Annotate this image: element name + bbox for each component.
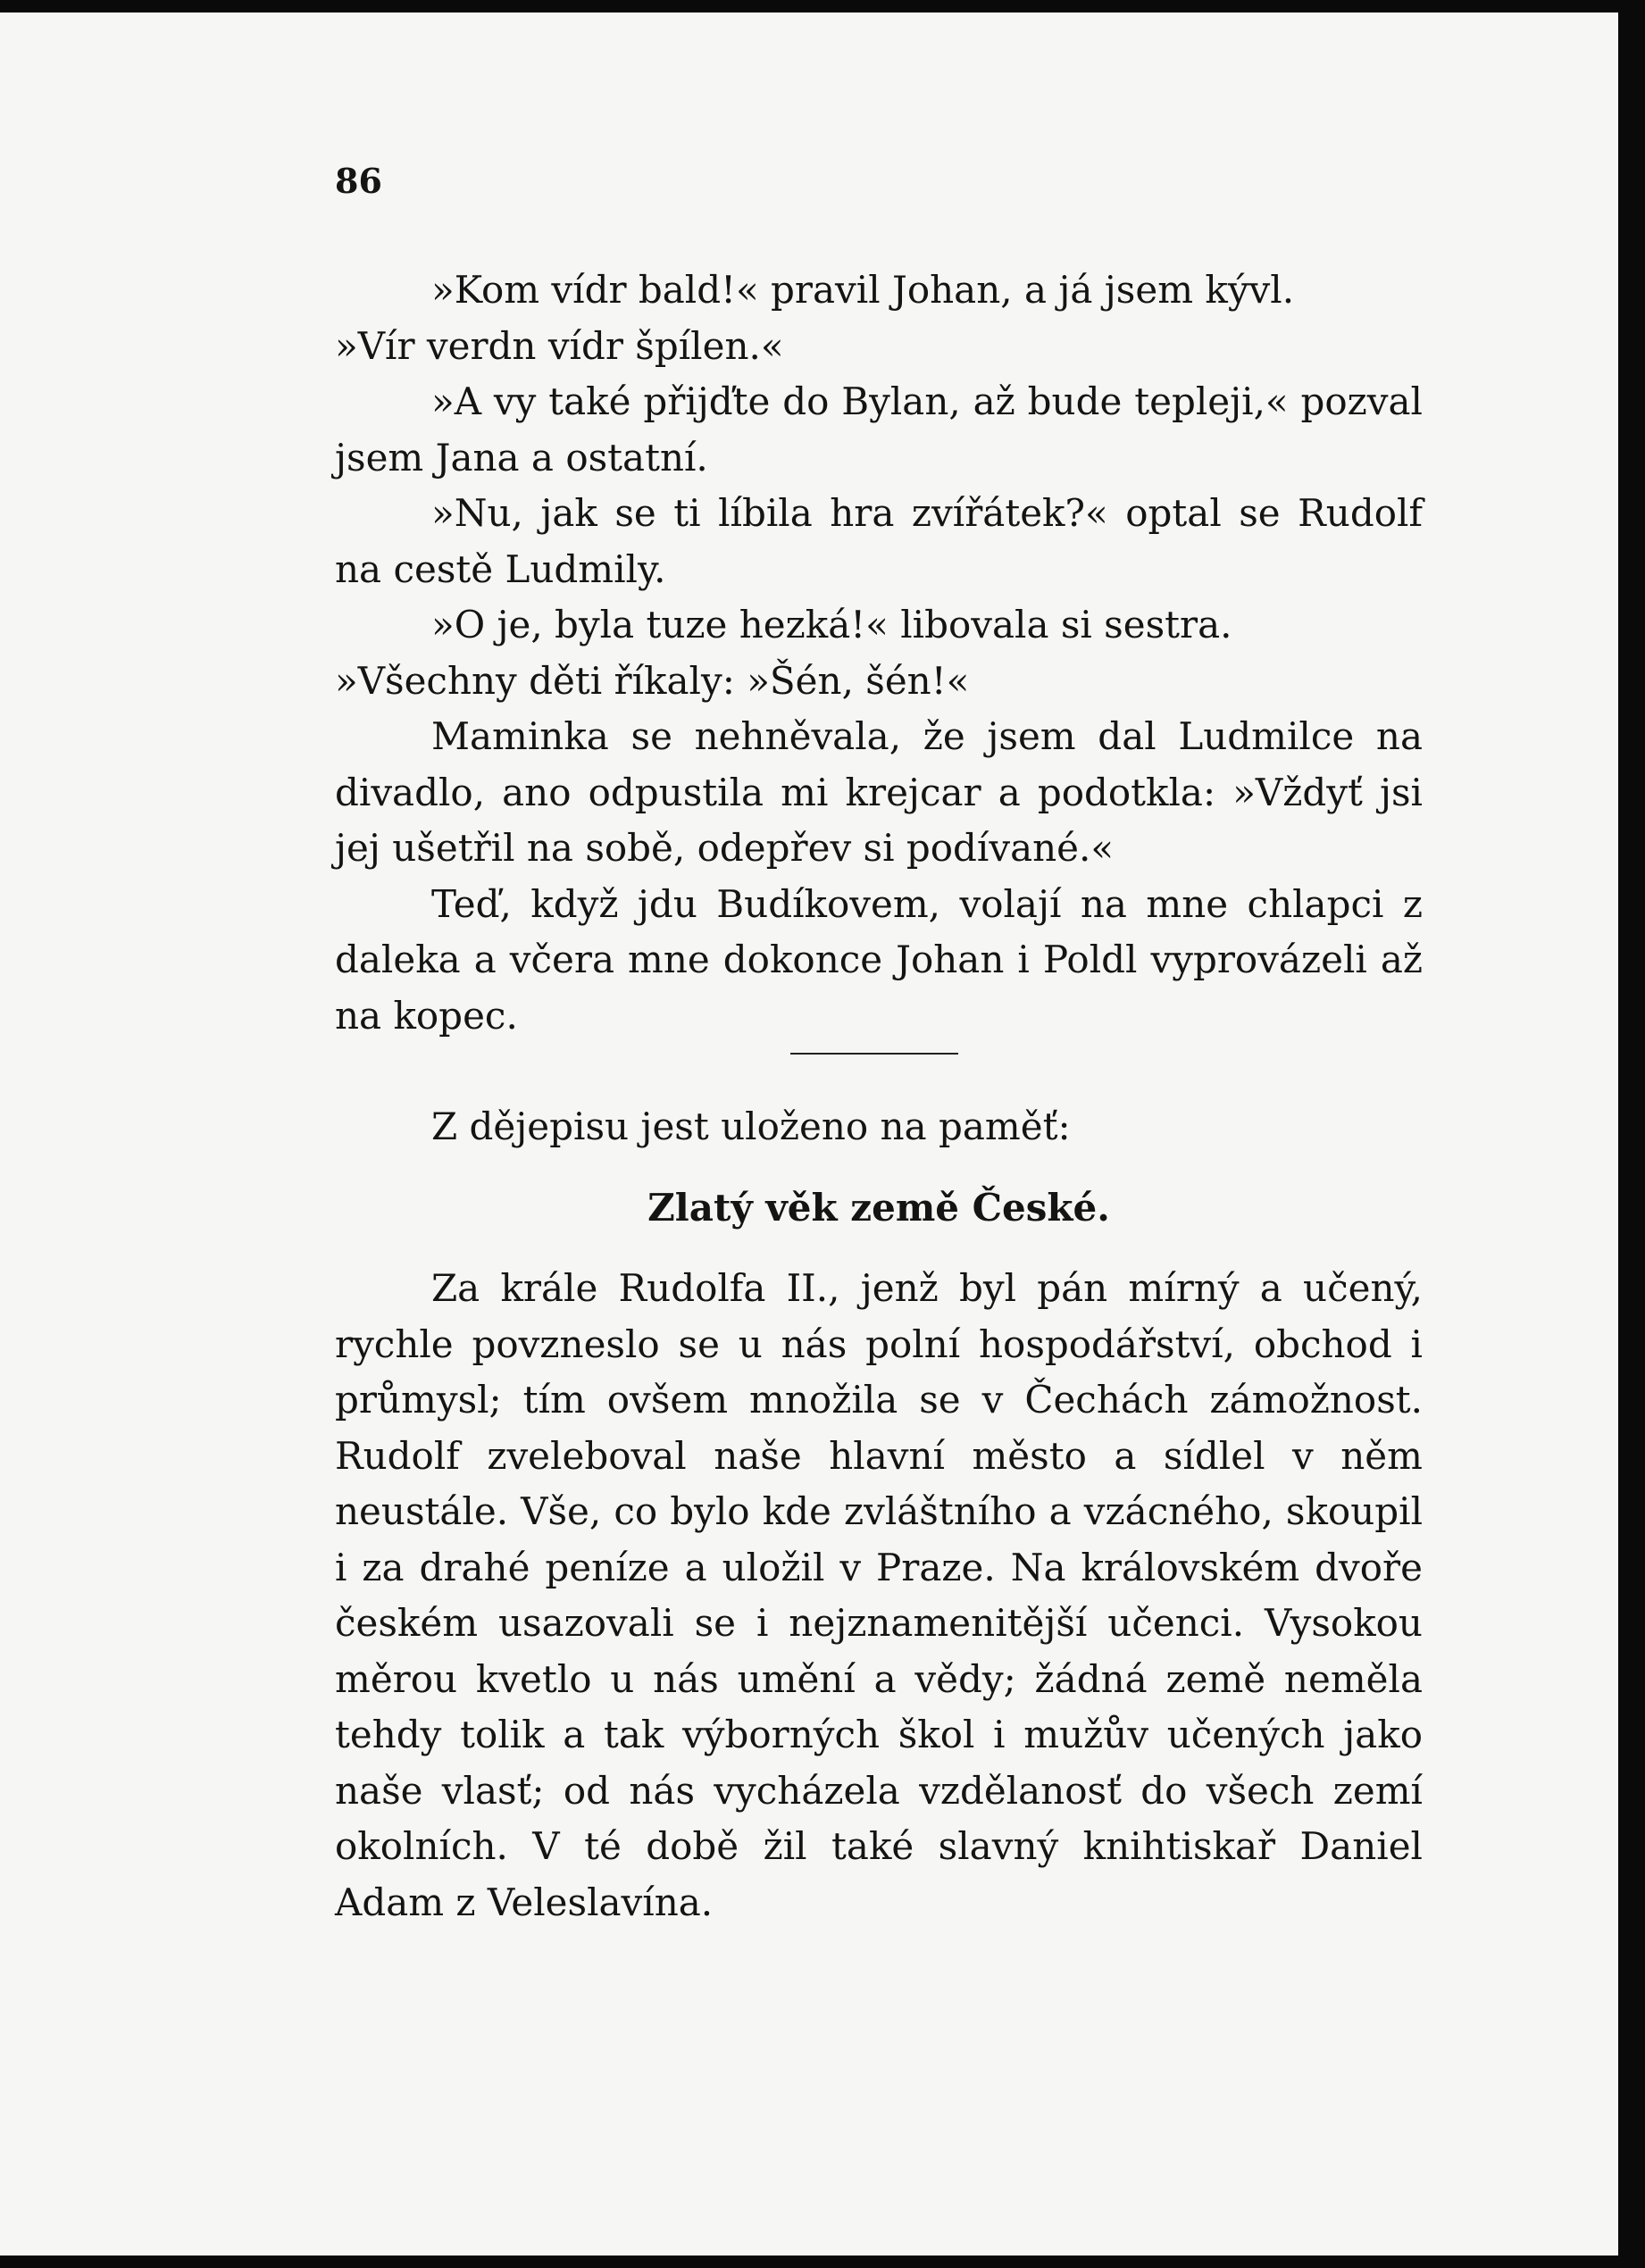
- page-number: 86: [335, 161, 382, 201]
- paragraph: »Nu, jak se ti líbila hra zvířátek?« optal se Rudolf na cestě Ludmily.: [335, 491, 1423, 591]
- page-text: [335, 263, 1423, 1930]
- paragraph: Za krále Rudolfa II., jenž byl pán mírný a učený, rychle povzneslo se u nás polní hospodářství, obchod i průmysl; tím ovšem množila se v Čechách zámožnost. Rudolf zveleboval naše hlavní město a sídlel v něm neustále. Vše, co bylo kde zvláštního a vzácného, skoupil i za drahé peníze a uložil v Praze. Na královském dvoře českém usazovali se i nejznamenitější učenci. Vysokou měrou kvetlo u nás umění a vědy; žádná země neměla tehdy tolik a tak výborných škol i mužův učených jako naše vlasť; od nás vycházela vzdělanosť do všech zemí okolních. V té době žil také slavný knihtiskař Daniel Adam z Veleslavína.: [335, 1266, 1423, 1924]
- paragraph: »O je, byla tuze hezká!« libovala si sestra. »Všechny děti říkaly: »Šén, šén!«: [335, 603, 1232, 703]
- section-divider: [790, 1053, 958, 1055]
- paragraph: »Kom vídr bald!« pravil Johan, a já jsem kývl. »Vír verdn vídr špílen.«: [335, 268, 1295, 368]
- paragraph: Teď, když jdu Budíkovem, volají na mne chlapci z daleka a včera mne dokonce Johan i Poldl vyprovázeli až na kopec.: [335, 881, 1423, 1038]
- paragraph: Maminka se nehněvala, že jsem dal Ludmilce na divadlo, ano odpustila mi krejcar a podotkla: »Vždyť jsi jej ušetřil na sobě, odepřev si podívané.«: [335, 714, 1423, 870]
- section-heading: Zlatý věk země České.: [647, 1185, 1110, 1230]
- book-page: [0, 13, 1618, 2255]
- intro-line: Z dějepisu jest uloženo na paměť:: [431, 1105, 1071, 1148]
- paragraph: »A vy také přijďte do Bylan, až bude tepleji,« pozval jsem Jana a ostatní.: [335, 379, 1423, 479]
